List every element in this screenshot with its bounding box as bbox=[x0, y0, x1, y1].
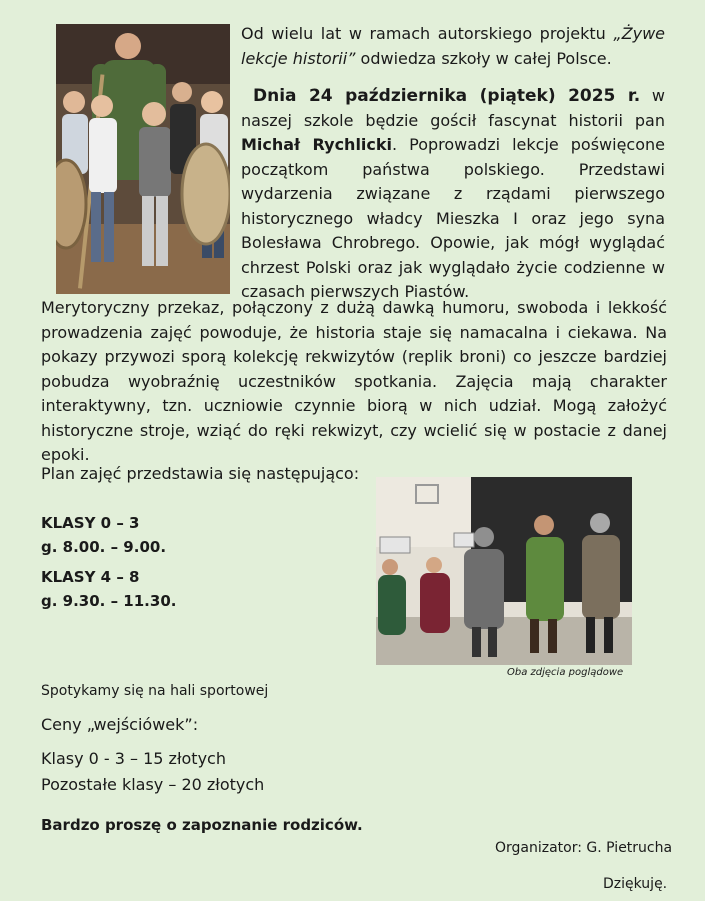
group-2-time: g. 9.30. – 11.30. bbox=[41, 592, 177, 610]
intro-paragraph bbox=[241, 22, 665, 71]
event-text-end: . Poprowadzi lekcje poświęcone początkom państwa polskiego. Przedstawi wydarzenia związane z rządami pierwszego historycznego władcy Mieszka I oraz jego syna Bolesława Chrobrego. Opowie, jak mógł wyglądać chrzest Polski oraz jak wyglądało życie codzienne w czasach pierwszych Piastów. bbox=[241, 135, 665, 301]
meeting-place: Spotykamy się na hali sportowej bbox=[41, 683, 269, 699]
price-item: Pozostałe klasy – 20 złotych bbox=[41, 775, 265, 794]
project-name: „Żywe lekcje historii” bbox=[241, 24, 666, 68]
prices-title: Ceny „wejściówek”: bbox=[41, 715, 199, 734]
group-2-label: KLASY 4 – 8 bbox=[41, 568, 140, 586]
intro-text-end: odwiedza szkoły w całej Polsce. bbox=[355, 48, 612, 68]
group-1-label: KLASY 0 – 3 bbox=[41, 514, 140, 532]
price-item: Klasy 0 - 3 – 15 złotych bbox=[41, 749, 226, 768]
thanks-note: Dziękuję. bbox=[603, 876, 668, 892]
photo-caption: Oba zdjęcia poglądowe bbox=[507, 667, 624, 678]
event-text: w naszej szkole będzie gościł fascynat historii pan bbox=[241, 86, 666, 130]
plan-intro: Plan zajęć przedstawia się następująco: bbox=[41, 464, 360, 483]
intro-text: Od wielu lat w ramach autorskiego projektu bbox=[241, 24, 606, 43]
photo-reenactors-in-hall bbox=[376, 477, 632, 665]
guest-name: Michał Rychlicki bbox=[241, 135, 393, 154]
request-note: Bardzo proszę o zapoznanie rodziców. bbox=[41, 816, 363, 834]
event-date: Dnia 24 października (piątek) 2025 r. bbox=[253, 86, 641, 106]
group-1-time: g. 8.00. – 9.00. bbox=[41, 538, 167, 556]
organizer: Organizator: G. Pietrucha bbox=[495, 840, 673, 856]
event-paragraph bbox=[241, 84, 665, 305]
photo-reenactor-with-children bbox=[56, 24, 230, 294]
description-paragraph: Merytoryczny przekaz, połączony z dużą dawką humoru, swoboda i lekkość prowadzenia zajęć powoduje, że historia staje się namacalna i ciekawa. Na pokazy przywozi sporą kolekcję rekwizytów (replik broni) co jeszcze bardziej pobudza wyobraźnię uczestników spotkania. Zajęcia mają charakter interaktywny, tzn. uczniowie czynnie biorą w nich udział. Mogą założyć historyczne stroje, wziąć do ręki rekwizyt, czy wcielić się w postacie z danej epoki. bbox=[41, 298, 667, 464]
